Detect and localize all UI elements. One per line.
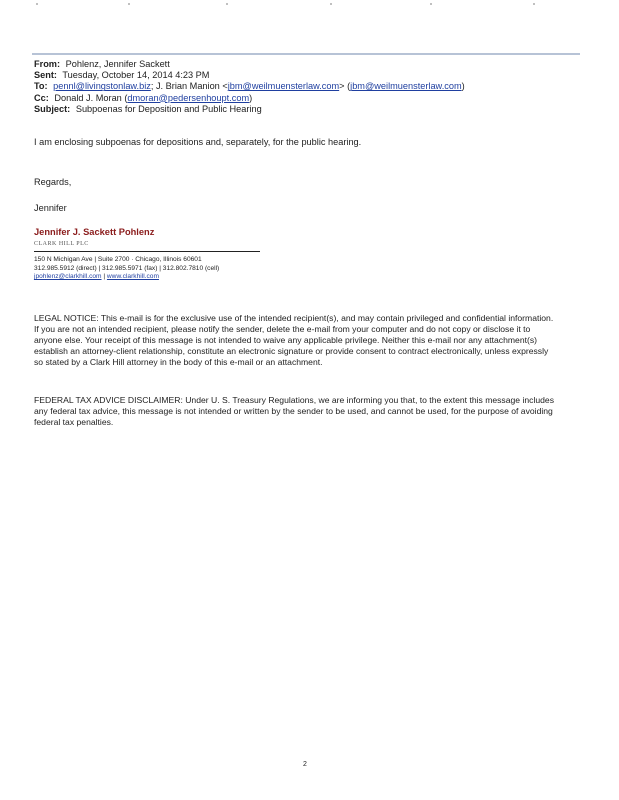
from-label: From: [34,59,61,69]
to-email-link-2[interactable]: jbm@weilmuensterlaw.com [227,81,340,92]
to-label: To: [34,81,48,92]
subject-value: Subpoenas for Deposition and Public Hearing [75,103,262,114]
sent-line [34,70,594,81]
cc-email-link[interactable]: dmoran@pedersenhoupt.com [127,92,250,103]
cc-close: ) [249,92,253,103]
scan-dot [226,3,228,5]
signature-separator: | [101,273,107,281]
to-email-link-1[interactable]: pennl@livingstonlaw.biz [53,81,151,92]
signature-firm: CLARK HILL PLC [34,241,89,247]
cc-name: Donald J. Moran ( [54,92,128,103]
from-line [34,59,594,70]
from-value: Pohlenz, Jennifer Sackett [65,59,170,69]
subject-label: Subject: [34,103,71,114]
email-header [34,59,594,115]
to-text-1: ; J. Brian Manion < [150,81,228,92]
email-header-rule [32,53,580,55]
cc-label: Cc: [34,92,49,103]
sent-label: Sent: [34,70,57,81]
signature-address: 150 N Michigan Ave | Suite 2700 · Chicago, Illinois 60601 [34,256,202,263]
scan-dot [430,3,432,5]
page-number: 2 [303,761,307,768]
scan-dot [330,3,332,5]
signature-links [34,273,219,282]
to-text-3: ) [461,81,465,92]
to-line [34,81,594,92]
legal-notice: LEGAL NOTICE: This e-mail is for the exclusive use of the intended recipient(s), and may contain privileged and confidential information. If you are not an intended recipient, please notify the sender, delete the e-mail from your computer and do not copy or disclose it to anyone else. Your receipt of this message is not intended to waive any applicable privilege. Neither this e-mail nor any attachment(s) establish an attorney-client relationship, constitute an electronic signature or provide consent to contract electronically, unless expressly so stated by a Clark Hill attorney in the body of this e-mail or an attachment. [34,313,554,367]
subject-line [34,104,594,115]
signature-phones: 312.985.5912 (direct) | 312.985.5971 (fax) | 312.802.7810 (cell) [34,264,220,272]
to-email-link-3[interactable]: jbm@weilmuensterlaw.com [350,81,462,92]
email-first-name: Jennifer [34,203,67,213]
signature-details [34,256,219,282]
signature-email-link[interactable]: jpohlenz@clarkhill.com [34,273,102,281]
scan-marks [0,0,619,8]
sent-value: Tuesday, October 14, 2014 4:23 PM [62,70,210,81]
tax-disclaimer: FEDERAL TAX ADVICE DISCLAIMER: Under U. S. Treasury Regulations, we are informing you that, to the extent this message includes any federal tax advice, this message is not intended or written by the sender to be used, and cannot be used, for the purpose of avoiding federal tax penalties. [34,395,554,427]
signature-rule [34,251,260,252]
signature-name: Jennifer J. Sackett Pohlenz [34,227,155,237]
email-closing: Regards, [34,177,72,187]
scan-dot [128,3,130,5]
email-body-message: I am enclosing subpoenas for depositions and, separately, for the public hearing. [34,137,362,147]
signature-web-link[interactable]: www.clarkhill.com [106,273,159,281]
scan-dot [36,3,38,5]
to-text-2: > ( [339,81,351,92]
scan-dot [533,3,535,5]
cc-line [34,93,594,104]
